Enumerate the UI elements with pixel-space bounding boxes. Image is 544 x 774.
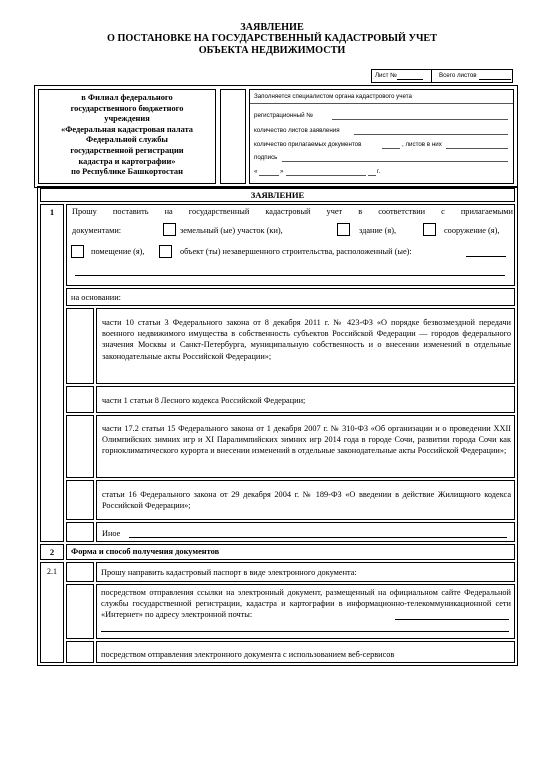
basis-2-checkbox[interactable] <box>66 386 94 413</box>
total-sheets-label: Всего листов <box>439 72 477 79</box>
delivery-webservice-text: посредством отправления электронного документа с использованием веб-сервисов <box>101 650 395 659</box>
section-2-number-cell <box>40 544 64 560</box>
recipient-text: в Филиал федерального государственного бюджетного учреждения «Федеральная кадастровая палата Федеральной службы государственной регистрации кадастра и картографии» по Республике Башкортостан <box>61 93 193 177</box>
title-line-1: ЗАЯВЛЕНИЕ <box>240 22 304 33</box>
basis-other-cell <box>96 522 515 542</box>
section-1-request-cell <box>66 204 515 286</box>
basis-4-checkbox[interactable] <box>66 480 94 520</box>
building-label: здание (я), <box>359 226 397 235</box>
land-plot-label: земельный (ые) участок (ки), <box>180 226 283 235</box>
recipient-box <box>38 89 216 184</box>
basis-other-checkbox[interactable] <box>66 522 94 542</box>
section-1-number-cell <box>40 204 64 542</box>
email-address-field[interactable] <box>395 619 509 620</box>
delivery-email-checkbox[interactable] <box>66 584 94 639</box>
total-sheets-field[interactable] <box>479 79 511 80</box>
specialist-box <box>249 89 514 184</box>
documents-label: документами: <box>72 226 122 235</box>
structure-checkbox[interactable] <box>423 223 436 236</box>
basis-other-label: Иное <box>102 529 121 538</box>
email-address-field-line-2[interactable] <box>101 631 509 632</box>
room-label: помещение (я), <box>91 247 145 256</box>
basis-3-cell <box>96 415 515 478</box>
subsection-2-1-title: Прошу направить кадастровый паспорт в виде электронного документа: <box>101 568 357 577</box>
section-1-number: 1 <box>49 207 55 217</box>
basis-2-text: части 1 статьи 8 Лесного кодекса Российской Федерации; <box>102 396 306 405</box>
signature-field[interactable] <box>282 161 508 162</box>
date-year-field[interactable] <box>368 175 376 176</box>
request-line: Прошу поставить на государственный кадастровый учет в соответствии с прилагаемыми <box>72 207 513 216</box>
sheet-number-field[interactable] <box>397 79 423 80</box>
count-docs-field[interactable] <box>382 148 400 149</box>
location-field[interactable] <box>466 256 506 257</box>
delivery-webservice-cell <box>96 641 515 663</box>
basis-1-text: части 10 статьи 3 Федерального закона от 8 декабря 2011 г. № 423-ФЗ «О порядке безвозмездной передачи военного недвижимого имущества в собственность субъектов Российской Федерации — городов федерального значения Москвы и Санкт-Петербурга, муниципальную собственность и о внесении изменений в отдельные законодательные акты Российской Федерации»; <box>102 318 511 361</box>
subsection-2-1-blank <box>66 562 94 582</box>
section-title-row <box>40 188 515 202</box>
unfinished-object-label: объект (ты) незавершенного строительства, расположенный (ые): <box>180 247 412 256</box>
date-year-label: г. <box>377 168 381 175</box>
section-title: ЗАЯВЛЕНИЕ <box>250 190 305 200</box>
basis-other-field[interactable] <box>129 537 507 538</box>
sheet-counter-box <box>371 69 513 83</box>
subsection-2-1-title-cell <box>96 562 515 582</box>
count-sheets-field[interactable] <box>354 134 508 135</box>
date-close: » <box>280 168 284 175</box>
basis-3-text: части 17.2 статьи 15 Федерального закона от 1 декабря 2007 г. № 310-ФЗ «Об организации и о проведении XXII Олимпийских зимних игр и XI Паралимпийских зимних игр 2014 года в городе Сочи, развитии города Сочи как горноклиматического курорта и внесении изменений в отдельные законодательные акты Российской Федерации»; <box>102 424 511 456</box>
basis-1-cell <box>96 308 515 384</box>
room-checkbox[interactable] <box>71 245 84 258</box>
sheet-number-label: Лист № <box>375 72 397 79</box>
subsection-2-1-number-cell <box>40 562 64 663</box>
signature-label: подпись <box>254 154 278 161</box>
reg-no-label: регистрационный № <box>254 112 313 119</box>
basis-4-text: статьи 16 Федерального закона от 29 декабря 2004 г. № 189-ФЗ «О введении в действие Жилищного кодекса Российской Федерации»; <box>102 490 511 511</box>
docs-sheets-field[interactable] <box>446 148 508 149</box>
delivery-email-cell <box>96 584 515 639</box>
basis-3-checkbox[interactable] <box>66 415 94 478</box>
date-open: « <box>254 168 258 175</box>
section-2-title-cell <box>66 544 515 560</box>
building-checkbox[interactable] <box>337 223 350 236</box>
specialist-heading: Заполняется специалистом органа кадастрового учета <box>254 93 412 100</box>
blank-box <box>220 89 246 184</box>
section-2-title: Форма и способ получения документов <box>71 547 220 556</box>
basis-2-cell <box>96 386 515 413</box>
count-sheets-label: количество листов заявления <box>254 127 340 134</box>
structure-label: сооружение (я), <box>444 226 500 235</box>
basis-label-cell <box>66 288 515 306</box>
count-docs-tail: , листов в них <box>402 141 442 148</box>
title-line-2: О ПОСТАНОВКЕ НА ГОСУДАРСТВЕННЫЙ КАДАСТРОВЫЙ УЧЕТ <box>106 33 438 44</box>
location-field-line-2[interactable] <box>75 275 505 276</box>
reg-no-field[interactable] <box>332 119 508 120</box>
land-plot-checkbox[interactable] <box>163 223 176 236</box>
delivery-email-text: посредством отправления ссылки на электронный документ, размещенный на официальном сайте Федеральной службы государственной регистрации, кадастра и картографии в информационно-телекоммуникационной сети «Интернет» по адресу электронной почты: <box>101 588 511 620</box>
title-line-3: ОБЪЕКТА НЕДВИЖИМОСТИ <box>198 45 346 56</box>
basis-1-checkbox[interactable] <box>66 308 94 384</box>
basis-label: на основании: <box>71 293 121 302</box>
section-2-number: 2 <box>49 547 55 557</box>
count-docs-label: количество прилагаемых документов <box>254 141 362 148</box>
date-day-field[interactable] <box>259 175 279 176</box>
unfinished-object-checkbox[interactable] <box>159 245 172 258</box>
basis-4-cell <box>96 480 515 520</box>
delivery-webservice-checkbox[interactable] <box>66 641 94 663</box>
date-month-field[interactable] <box>286 175 366 176</box>
subsection-2-1-number: 2.1 <box>47 567 57 576</box>
